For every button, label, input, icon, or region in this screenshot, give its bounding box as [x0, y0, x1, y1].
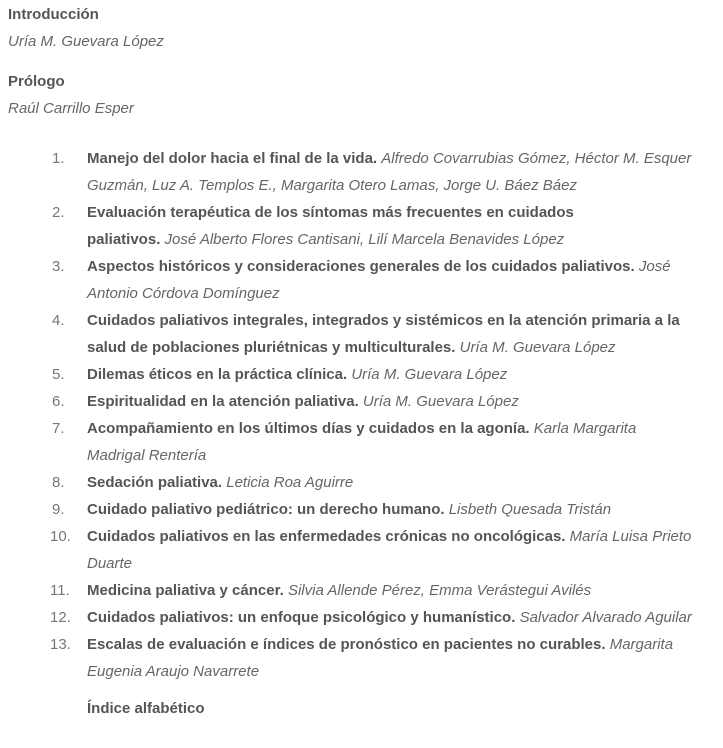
prologo-title: Prólogo [8, 73, 65, 90]
chapter-title: Acompañamiento en los últimos días y cuidados en la agonía. [87, 420, 530, 437]
chapter-title: Dilemas éticos en la práctica clínica. [87, 366, 348, 383]
introduccion-author: Uría M. Guevara López [8, 33, 164, 50]
chapter-title: Cuidados paliativos: un enfoque psicológico y humanístico. [87, 609, 516, 626]
chapter-item [0, 253, 723, 307]
chapter-authors: Karla Margarita Madrigal Rentería [87, 420, 637, 464]
chapter-title: Espiritualidad en la atención paliativa. [87, 393, 359, 410]
chapter-number: 9. [52, 501, 65, 518]
chapter-authors: Leticia Roa Aguirre [226, 474, 354, 491]
chapter-number: 3. [52, 258, 65, 275]
chapter-number: 8. [52, 474, 65, 491]
chapter-item [0, 523, 723, 577]
chapter-title: Escalas de evaluación e índices de pronóstico en pacientes no curables. [87, 636, 606, 653]
chapter-item [0, 307, 723, 361]
front-matter-introduccion [8, 1, 164, 55]
chapter-title: Evaluación terapéutica de los síntomas más frecuentes en cuidados paliativos. [87, 204, 574, 248]
chapter-item [0, 604, 723, 631]
chapter-item [0, 199, 723, 253]
chapter-authors: Silvia Allende Pérez, Emma Verástegui Avilés [287, 582, 592, 599]
front-matter-prologo [8, 68, 134, 122]
chapter-title: Cuidados paliativos en las enfermedades crónicas no oncológicas. [87, 528, 566, 545]
chapter-authors: Margarita Eugenia Araujo Navarrete [87, 636, 674, 680]
chapter-number: 4. [52, 312, 65, 329]
chapter-item [0, 145, 723, 199]
chapter-title: Cuidado paliativo pediátrico: un derecho humano. [87, 501, 445, 518]
chapter-title: Aspectos históricos y consideraciones generales de los cuidados paliativos. [87, 258, 635, 275]
index-link: Índice alfabético [87, 700, 205, 717]
chapter-authors: José Alberto Flores Cantisani, Lilí Marcela Benavides López [164, 231, 565, 248]
chapter-number: 5. [52, 366, 65, 383]
chapter-authors: María Luisa Prieto Duarte [87, 528, 692, 572]
chapter-number: 13. [50, 636, 71, 653]
chapter-title: Sedación paliativa. [87, 474, 223, 491]
chapter-number: 10. [50, 528, 71, 545]
chapter-authors: Uría M. Guevara López [351, 366, 508, 383]
chapter-authors: Alfredo Covarrubias Gómez, Héctor M. Esquer Guzmán, Luz A. Templos E., Margarita Otero Lamas, Jorge U. Báez Báez [87, 150, 692, 194]
chapter-number: 11. [50, 582, 70, 599]
chapter-number: 12. [50, 609, 71, 626]
chapter-title: Cuidados paliativos integrales, integrados y sistémicos en la atención primaria a la salud de poblaciones pluriétnicas y multiculturales. [87, 312, 680, 356]
chapter-item [0, 415, 723, 469]
chapter-list [0, 145, 723, 685]
chapter-authors: Uría M. Guevara López [459, 339, 616, 356]
chapter-authors: Salvador Alvarado Aguilar [519, 609, 692, 626]
chapter-title: Medicina paliativa y cáncer. [87, 582, 284, 599]
introduccion-title: Introducción [8, 6, 99, 23]
chapter-item [0, 577, 723, 604]
chapter-title: Manejo del dolor hacia el final de la vida. [87, 150, 378, 167]
chapter-item [0, 496, 723, 523]
chapter-number: 1. [52, 150, 65, 167]
chapter-authors: Lisbeth Quesada Tristán [448, 501, 612, 518]
chapter-authors: Uría M. Guevara López [362, 393, 519, 410]
chapter-number: 2. [52, 204, 65, 221]
chapter-authors: José Antonio Córdova Domínguez [87, 258, 671, 302]
chapter-item [0, 388, 723, 415]
chapter-number: 7. [52, 420, 65, 437]
chapter-item [0, 469, 723, 496]
chapter-number: 6. [52, 393, 65, 410]
chapter-item [0, 361, 723, 388]
prologo-author: Raúl Carrillo Esper [8, 100, 134, 117]
chapter-item [0, 631, 723, 685]
